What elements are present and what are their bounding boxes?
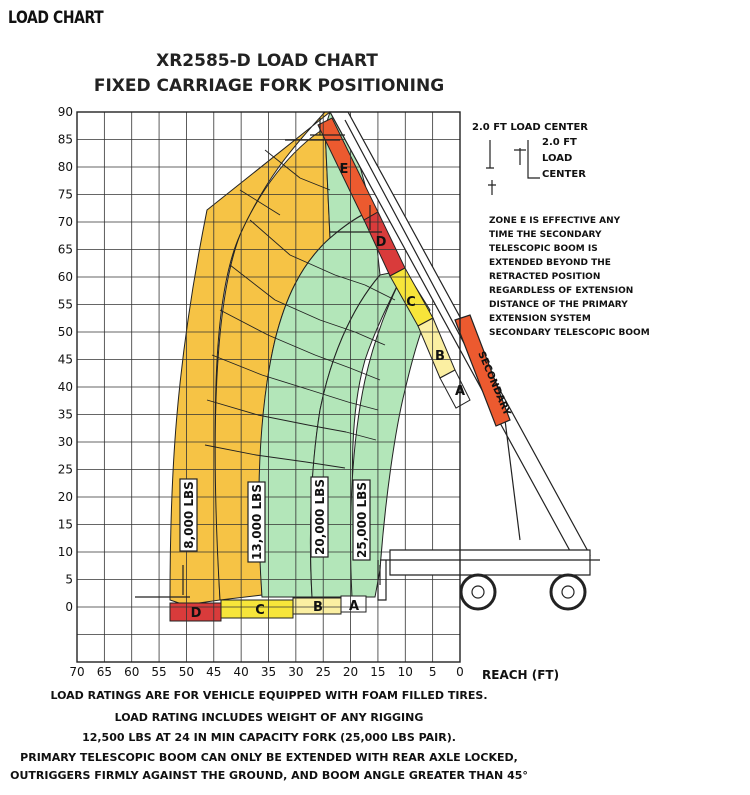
annotation-line: ZONE E IS EFFECTIVE ANY [489, 216, 621, 226]
footnote-line: 12,500 LBS AT 24 IN MIN CAPACITY FORK (25,000 LBS PAIR). [82, 731, 456, 744]
load-center-legend [472, 122, 588, 195]
y-tick-label: 55 [57, 297, 73, 312]
secondary-boom-label: SECONDARY [475, 349, 513, 418]
y-tick-label: 60 [57, 270, 73, 284]
svg-text:8,000 LBS: 8,000 LBS [182, 481, 196, 549]
x-tick-label: 15 [370, 665, 386, 679]
legend-title: 2.0 FT LOAD CENTER [472, 122, 588, 133]
x-tick-label: 65 [96, 665, 112, 679]
x-tick-label: 70 [69, 665, 85, 679]
legend-fork-icon [486, 140, 540, 195]
chart-subtitle: FIXED CARRIAGE FORK POSITIONING [93, 76, 445, 96]
bottom-zone-label-c: C [255, 603, 265, 618]
x-tick-label: 0 [456, 665, 464, 679]
bottom-zone-label-d: D [190, 606, 202, 621]
y-tick-label: 35 [57, 407, 73, 422]
y-tick-label: 30 [57, 435, 73, 449]
annotation-line: SECONDARY TELESCOPIC BOOM [489, 328, 650, 338]
x-tick-label: 55 [151, 665, 167, 679]
zone-e-annotation [489, 216, 650, 338]
annotation-line: DISTANCE OF THE PRIMARY [489, 300, 628, 310]
footnote-line: LOAD RATING INCLUDES WEIGHT OF ANY RIGGING [114, 711, 424, 724]
annotation-line: TIME THE SECONDARY [489, 230, 602, 240]
x-tick-label: 30 [288, 665, 304, 679]
header-label: LOAD CHART [8, 8, 104, 28]
annotation-line: EXTENSION SYSTEM [489, 314, 591, 324]
footnote-line: LOAD RATINGS ARE FOR VEHICLE EQUIPPED WITH FOAM FILLED TIRES. [50, 689, 488, 702]
x-tick-label: 20 [342, 665, 359, 679]
y-tick-label: 5 [65, 572, 73, 587]
y-tick-label: 10 [57, 545, 73, 559]
x-tick-label: 40 [233, 665, 249, 679]
capacity-label-25000 [353, 480, 370, 560]
y-tick-label: 70 [57, 215, 73, 229]
zone-label-e: E [339, 162, 349, 177]
x-axis-label: REACH (FT) [482, 668, 560, 682]
footnote-line: PRIMARY TELESCOPIC BOOM CAN ONLY BE EXTENDED WITH REAR AXLE LOCKED, [20, 751, 518, 764]
annotation-line: TELESCOPIC BOOM IS [489, 244, 598, 254]
x-tick-label: 50 [178, 665, 195, 679]
capacity-label-13000 [248, 482, 265, 562]
grid [77, 112, 460, 662]
chassis [390, 550, 590, 575]
capacity-label-20000 [311, 477, 328, 557]
y-tick-label: 50 [57, 325, 73, 339]
footnote-line: OUTRIGGERS FIRMLY AGAINST THE GROUND, AND BOOM ANGLE GREATER THAN 45° [10, 769, 528, 782]
svg-text:25,000 LBS: 25,000 LBS [355, 482, 369, 558]
x-tick-label: 25 [315, 665, 331, 679]
zone-label-a: A [454, 384, 466, 399]
zone-label-b: B [435, 349, 445, 364]
chart-title: XR2585-D LOAD CHART [156, 51, 378, 71]
y-tick-label: 15 [57, 517, 73, 532]
svg-text:13,000 LBS: 13,000 LBS [250, 484, 264, 560]
zone-label-d: D [375, 235, 387, 250]
legend-line-3: CENTER [542, 169, 586, 180]
y-tick-label: 40 [57, 380, 73, 394]
x-tick-label: 10 [397, 665, 413, 679]
y-tick-label: 45 [57, 352, 73, 367]
y-tick-label: 25 [57, 462, 73, 477]
y-tick-label: 20 [57, 490, 73, 504]
x-tick-label: 5 [428, 665, 437, 679]
x-tick-label: 35 [260, 665, 277, 679]
capacity-label-8000 [180, 479, 197, 551]
y-tick-label: 85 [57, 132, 73, 147]
y-tick-label: 0 [65, 600, 73, 614]
zone-label-c: C [406, 295, 416, 310]
legend-line-2: LOAD [542, 153, 573, 164]
legend-line-1: 2.0 FT [542, 137, 577, 148]
x-tick-label: 45 [206, 665, 222, 679]
bottom-zone-label-a: A [348, 599, 360, 614]
y-tick-label: 75 [57, 187, 73, 202]
annotation-line: RETRACTED POSITION [489, 272, 601, 282]
annotation-line: REGARDLESS OF EXTENSION [489, 286, 634, 296]
rear-wheel [551, 575, 585, 609]
bottom-zone-label-b: B [313, 600, 323, 615]
x-tick-label: 60 [124, 665, 140, 679]
y-tick-label: 90 [57, 105, 73, 119]
y-tick-label: 65 [57, 242, 73, 257]
footnotes [10, 689, 528, 782]
annotation-line: EXTENDED BEYOND THE [489, 258, 611, 268]
svg-text:20,000 LBS: 20,000 LBS [313, 479, 327, 555]
y-tick-label: 80 [57, 160, 73, 174]
front-wheel [461, 575, 495, 609]
